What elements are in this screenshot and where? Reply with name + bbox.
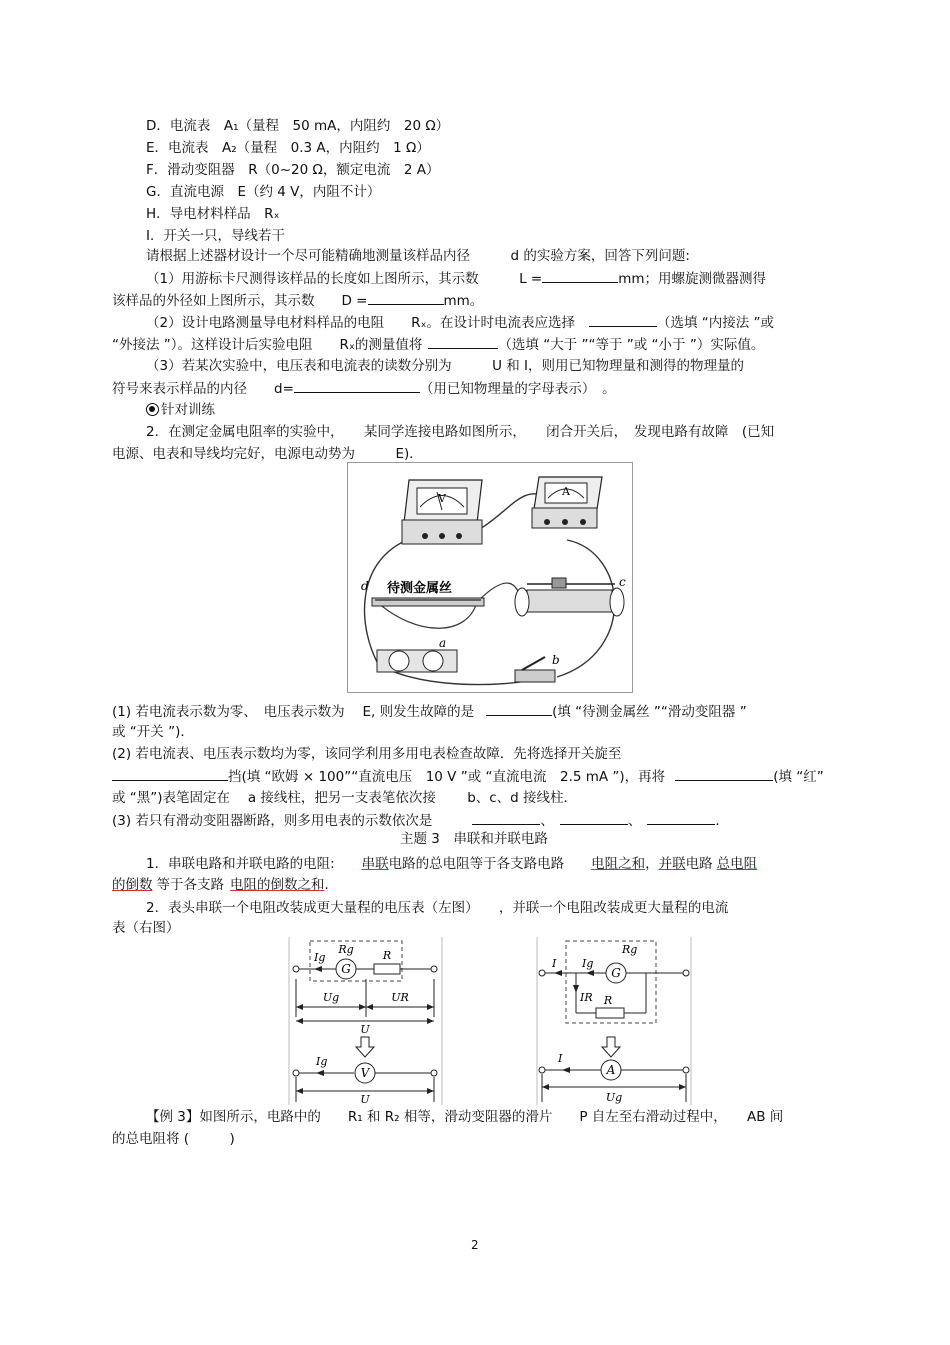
topic-point-1a bbox=[146, 855, 757, 873]
compare-blank bbox=[428, 335, 498, 349]
target-icon bbox=[146, 403, 159, 416]
terminal-c-label: c bbox=[619, 575, 626, 589]
q2a-tail: （选填 “内接法 ”或 bbox=[656, 315, 775, 331]
terminal-b-label: b bbox=[552, 653, 560, 667]
answer-series: 串联 bbox=[361, 856, 389, 872]
separator: 、 bbox=[627, 813, 642, 829]
example-3a: 【例 3】如图所示，电路中的 R₁ 和 R₂ 相等，滑动变阻器的滑片 P 自左至右滑动过程中， AB 间 bbox=[146, 1109, 784, 1125]
example-3b: 的总电阻将 ( ) bbox=[112, 1131, 235, 1147]
terminal-a-label: a bbox=[439, 636, 447, 650]
q2a-text: （2）设计电路测量导电材料样品的电阻 Rₓ。在设计时电流表应选择 bbox=[146, 315, 575, 331]
ammeter-conversion-figure bbox=[536, 937, 692, 1105]
sub-question-2b bbox=[112, 767, 824, 786]
sub-question-1a bbox=[112, 702, 747, 721]
voltmeter-device bbox=[402, 480, 482, 544]
topic-point-2a: 2．表头串联一个电阻改装成更大量程的电压表（左图） ，并联一个电阻改装成更大量程的电流 bbox=[146, 900, 729, 916]
switch-position-blank bbox=[112, 767, 228, 781]
t1-text-g: 电路 bbox=[685, 856, 713, 872]
ammeter-label: A bbox=[562, 485, 570, 498]
answer-sum-of-reciprocals: 电阻的倒数之和 bbox=[230, 877, 325, 893]
fault-blank bbox=[486, 702, 552, 716]
s2b-mid: 挡(填 “欧姆 × 100”“直流电压 10 V ”或 “直流电流 2.5 mA ”)，再将 bbox=[228, 769, 666, 785]
sub-question-2c: 或 “黑”)表笔固定在 a 接线柱，把另一支表笔依次接 b、c、d 接线柱． bbox=[112, 790, 578, 806]
topic-point-2b: 表（右图） bbox=[112, 920, 180, 936]
voltmeter-conversion-figure bbox=[288, 937, 443, 1105]
t1-text-2d: ． bbox=[324, 877, 338, 893]
topic-heading: 主题 3 串联和并联电路 bbox=[400, 831, 548, 847]
q1a-text: （1）用游标卡尺测得该样品的长度如上图所示，其示数 L = bbox=[146, 271, 543, 287]
problem-2a: 2．在测定金属电阻率的实验中， 某同学连接电路如图所示， 闭合开关后， 发现电路有故障 (已知 bbox=[146, 424, 775, 440]
problem-2b: 电源、电表和导线均完好，电源电动势为 E)． bbox=[112, 446, 423, 462]
sub-question-3 bbox=[112, 811, 729, 830]
ir-label: IR bbox=[580, 991, 593, 1004]
t1-text-2b: 等于各支路 bbox=[156, 877, 224, 893]
galvanometer-label: G bbox=[611, 966, 621, 980]
q2b-tail: （选填 “大于 ”“等于 ”或 “小于 ”）实际值。 bbox=[498, 337, 765, 353]
period: ． bbox=[715, 813, 729, 829]
diameter-blank bbox=[368, 291, 444, 305]
probe-color-blank bbox=[675, 767, 773, 781]
s3-text: (3) 若只有滑动变阻器断路，则多用电表的示数依次是 bbox=[112, 813, 433, 829]
ammeter-device bbox=[532, 477, 602, 528]
voltmeter-symbol-label: V bbox=[360, 1066, 370, 1080]
r-label: R bbox=[382, 949, 392, 962]
question-1a bbox=[146, 269, 766, 288]
length-blank bbox=[542, 269, 618, 283]
sub-question-1b: 或 “开关 ”)． bbox=[112, 724, 194, 740]
question-2a bbox=[146, 313, 774, 332]
ug-label: Ug bbox=[322, 991, 340, 1004]
terminal-d-label: d bbox=[361, 579, 369, 593]
ig-label: Ig bbox=[582, 957, 594, 970]
reading-blank-1 bbox=[472, 811, 540, 825]
reading-blank-2 bbox=[560, 811, 628, 825]
ur-label: UR bbox=[391, 991, 409, 1004]
q1a-tail: mm；用螺旋测微器测得 bbox=[618, 271, 767, 287]
rg-label: Rg bbox=[622, 943, 638, 956]
ig-label: Ig bbox=[314, 951, 326, 964]
ammeter-symbol-label: A bbox=[606, 1063, 616, 1077]
rg-label: Rg bbox=[338, 943, 354, 956]
wire-label: 待测金属丝 bbox=[387, 581, 453, 596]
item-d: D．电流表 A₁（量程 50 mA，内阻约 20 Ω） bbox=[146, 118, 450, 134]
question-1b bbox=[112, 291, 483, 310]
question-3b bbox=[112, 379, 616, 398]
voltmeter-label: V bbox=[438, 492, 446, 505]
s1a-tail: (填 “待测金属丝 ”“滑动变阻器 ” bbox=[552, 704, 747, 720]
answer-sum-of-resistances: 电阻之和 bbox=[591, 856, 646, 872]
item-g: G．直流电源 E（约 4 V，内阻不计） bbox=[146, 184, 381, 200]
training-heading bbox=[146, 401, 215, 419]
s1a-text: (1) 若电流表示数为零、 电压表示数为 E, 则发生故障的是 bbox=[112, 704, 475, 720]
reading-blank-3 bbox=[647, 811, 715, 825]
u-label-2: U bbox=[360, 1093, 370, 1105]
ig-label-2: Ig bbox=[316, 1055, 328, 1068]
i-label-2: I bbox=[558, 1052, 563, 1065]
intro-text: 请根据上述器材设计一个尽可能精确地测量该样品内径 d 的实验方案，回答下列问题: bbox=[146, 248, 690, 264]
answer-total-resistance: 总电阻 bbox=[716, 856, 758, 872]
t1-text-e: ， bbox=[645, 856, 659, 872]
ug-label: Ug bbox=[605, 1091, 623, 1104]
t1-text-a: 1．串联电路和并联电路的电阻: bbox=[146, 856, 362, 872]
training-label: 针对训练 bbox=[161, 402, 215, 418]
item-h: H．导电材料样品 Rₓ bbox=[146, 206, 280, 222]
question-2b bbox=[112, 335, 764, 354]
item-e: E．电流表 A₂（量程 0.3 A，内阻约 1 Ω） bbox=[146, 140, 430, 156]
q3b-text: 符号来表示样品的内径 d= bbox=[112, 381, 294, 397]
item-f: F．滑动变阻器 R（0~20 Ω，额定电流 2 A） bbox=[146, 162, 440, 178]
s2b-tail: (填 “红” bbox=[773, 769, 824, 785]
q3b-tail: （用已知物理量的字母表示） 。 bbox=[419, 381, 616, 397]
apparatus-figure bbox=[347, 462, 633, 693]
galvanometer-label: G bbox=[341, 962, 351, 976]
separator: 、 bbox=[540, 813, 554, 829]
item-i: I．开关一只，导线若干 bbox=[146, 228, 285, 244]
answer-reciprocal: 的倒数 bbox=[112, 877, 153, 893]
q1b-tail: mm。 bbox=[443, 293, 484, 309]
d-blank bbox=[294, 379, 420, 393]
topic-point-1b bbox=[112, 876, 338, 894]
question-3a: （3）若某次实验中，电压表和电流表的读数分别为 U 和 I，则用已知物理量和测得的物理量的 bbox=[146, 358, 745, 374]
t1-text-c: 电路的总电阻等于各支路电路 bbox=[388, 856, 592, 872]
sub-question-2a: (2) 若电流表、电压表示数均为零，该同学利用多用电表检查故障．先将选择开关旋至 bbox=[112, 746, 622, 762]
page-number: 2 bbox=[471, 1238, 479, 1252]
answer-parallel: 并联 bbox=[658, 856, 686, 872]
q2b-text: “外接法 ”）。这样设计后实验电阻 Rₓ的测量值将 bbox=[112, 337, 423, 353]
q1b-text: 该样品的外径如上图所示，其示数 D = bbox=[112, 293, 368, 309]
method-blank bbox=[589, 313, 657, 327]
u-label: U bbox=[360, 1023, 370, 1036]
i-label: I bbox=[552, 957, 557, 970]
r-label: R bbox=[603, 994, 613, 1007]
